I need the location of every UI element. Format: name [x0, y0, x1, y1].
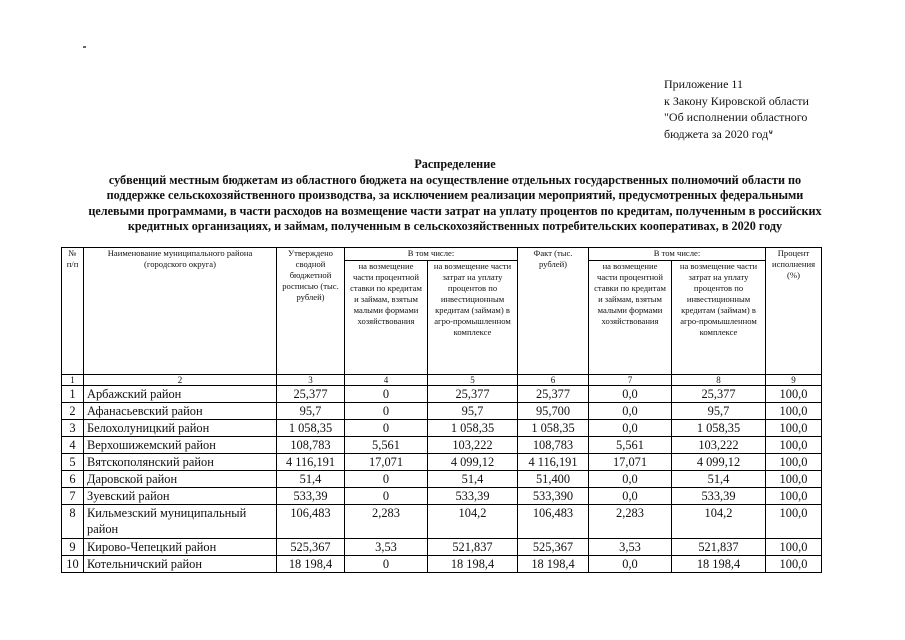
header-sub-small: на возмещение части процентной ставки по кредитам и займам, взятым малыми формами хозяйствования [345, 261, 428, 375]
table-row [62, 471, 822, 488]
column-number: 7 [589, 375, 672, 386]
approved-small-forms: 5,561 [345, 437, 428, 454]
table-row [62, 556, 822, 573]
fact-amount: 18 198,4 [518, 556, 589, 573]
approved-small-forms: 17,071 [345, 454, 428, 471]
fact-investment: 95,7 [672, 403, 766, 420]
column-number: 5 [428, 375, 518, 386]
approved-amount: 95,7 [277, 403, 345, 420]
district-name: Зуевский район [84, 488, 277, 505]
execution-percent: 100,0 [766, 386, 822, 403]
row-number: 9 [62, 539, 84, 556]
header-sub-small-fact: на возмещение части процентной ставки по кредитам и займам, взятым малыми формами хозяйствования [589, 261, 672, 375]
fact-amount: 533,390 [518, 488, 589, 505]
header-sub-invest: на возмещение части затрат на уплату процентов по инвестиционным кредитам (займам) в агро-промышленном комплексе [428, 261, 518, 375]
fact-amount: 108,783 [518, 437, 589, 454]
fact-amount: 95,700 [518, 403, 589, 420]
execution-percent: 100,0 [766, 556, 822, 573]
fact-investment: 521,837 [672, 539, 766, 556]
title-heading: Распределение [414, 157, 496, 171]
approved-amount: 533,39 [277, 488, 345, 505]
fact-small-forms: 0,0 [589, 471, 672, 488]
column-number: 6 [518, 375, 589, 386]
approved-amount: 18 198,4 [277, 556, 345, 573]
fact-investment: 1 058,35 [672, 420, 766, 437]
approved-investment: 95,7 [428, 403, 518, 420]
column-number: 2 [84, 375, 277, 386]
row-number: 6 [62, 471, 84, 488]
table-row [62, 488, 822, 505]
district-name: Кильмезский муниципальный район [84, 505, 277, 539]
district-name: Вятскополянский район [84, 454, 277, 471]
district-name: Верхошижемский район [84, 437, 277, 454]
execution-percent: 100,0 [766, 505, 822, 539]
approved-small-forms: 0 [345, 420, 428, 437]
fact-small-forms: 0,0 [589, 556, 672, 573]
column-number: 8 [672, 375, 766, 386]
approved-investment: 1 058,35 [428, 420, 518, 437]
fact-investment: 25,377 [672, 386, 766, 403]
district-name: Кирово-Чепецкий район [84, 539, 277, 556]
approved-amount: 106,483 [277, 505, 345, 539]
approved-investment: 104,2 [428, 505, 518, 539]
execution-percent: 100,0 [766, 471, 822, 488]
execution-percent: 100,0 [766, 420, 822, 437]
approved-investment: 103,222 [428, 437, 518, 454]
table-row [62, 403, 822, 420]
approved-investment: 51,4 [428, 471, 518, 488]
title-line: кредитных организациях, и займам, полученным в сельскохозяйственных потребительских кооперативах, в 2020 году [127, 219, 783, 233]
approved-amount: 4 116,191 [277, 454, 345, 471]
scan-speck [83, 46, 86, 48]
row-number: 2 [62, 403, 84, 420]
header-fact: Факт (тыс. рублей) [518, 248, 589, 375]
fact-investment: 103,222 [672, 437, 766, 454]
row-number: 3 [62, 420, 84, 437]
header-incl-fact: В том числе: [589, 248, 766, 261]
fact-amount: 1 058,35 [518, 420, 589, 437]
approved-small-forms: 0 [345, 556, 428, 573]
fact-investment: 104,2 [672, 505, 766, 539]
execution-percent: 100,0 [766, 454, 822, 471]
approved-small-forms: 0 [345, 403, 428, 420]
fact-small-forms: 0,0 [589, 386, 672, 403]
approved-amount: 108,783 [277, 437, 345, 454]
appendix-line: бюджета за 2020 год" [664, 126, 774, 141]
district-name: Котельничский район [84, 556, 277, 573]
approved-amount: 1 058,35 [277, 420, 345, 437]
title-line: субвенций местным бюджетам из областного бюджета на осуществление отдельных государственных полномочий области по [108, 172, 802, 187]
fact-small-forms: 5,561 [589, 437, 672, 454]
table-row [62, 420, 822, 437]
fact-amount: 51,400 [518, 471, 589, 488]
approved-small-forms: 0 [345, 488, 428, 505]
table-row [62, 505, 822, 539]
fact-small-forms: 0,0 [589, 488, 672, 505]
header-name: Наименование муниципального района (городского округа) [84, 248, 277, 375]
approved-amount: 525,367 [277, 539, 345, 556]
appendix-line: Приложение 11 [664, 77, 743, 91]
header-incl-approved: В том числе: [345, 248, 518, 261]
approved-investment: 25,377 [428, 386, 518, 403]
fact-investment: 4 099,12 [672, 454, 766, 471]
district-name: Даровской район [84, 471, 277, 488]
header-sub-invest-fact: на возмещение части затрат на уплату процентов по инвестиционным кредитам (займам) в агро-промышленном комплексе [672, 261, 766, 375]
row-number: 8 [62, 505, 84, 539]
appendix-line: к Закону Кировской области [664, 93, 809, 108]
fact-amount: 525,367 [518, 539, 589, 556]
district-name: Афанасьевский район [84, 403, 277, 420]
appendix-line: "Об исполнении областного [664, 110, 808, 124]
district-name: Белохолуницкий район [84, 420, 277, 437]
header-no: № п/п [62, 248, 84, 375]
header-approved: Утверждено сводной бюджетной росписью (тыс. рублей) [277, 248, 345, 375]
execution-percent: 100,0 [766, 539, 822, 556]
approved-small-forms: 0 [345, 386, 428, 403]
fact-investment: 51,4 [672, 471, 766, 488]
district-name: Арбажский район [84, 386, 277, 403]
table-body [62, 386, 822, 573]
column-number: 3 [277, 375, 345, 386]
approved-investment: 533,39 [428, 488, 518, 505]
fact-investment: 533,39 [672, 488, 766, 505]
row-number: 10 [62, 556, 84, 573]
fact-small-forms: 17,071 [589, 454, 672, 471]
row-number: 7 [62, 488, 84, 505]
column-number: 4 [345, 375, 428, 386]
fact-amount: 25,377 [518, 386, 589, 403]
fact-small-forms: 0,0 [589, 420, 672, 437]
execution-percent: 100,0 [766, 403, 822, 420]
approved-small-forms: 0 [345, 471, 428, 488]
column-number: 1 [62, 375, 84, 386]
fact-amount: 106,483 [518, 505, 589, 539]
header-percent: Процент исполнения (%) [766, 248, 822, 375]
fact-investment: 18 198,4 [672, 556, 766, 573]
table-row [62, 454, 822, 471]
column-number: 9 [766, 375, 822, 386]
table-row [62, 386, 822, 403]
approved-small-forms: 3,53 [345, 539, 428, 556]
execution-percent: 100,0 [766, 437, 822, 454]
distribution-table [61, 247, 822, 573]
approved-investment: 18 198,4 [428, 556, 518, 573]
fact-small-forms: 2,283 [589, 505, 672, 539]
approved-amount: 51,4 [277, 471, 345, 488]
fact-small-forms: 0,0 [589, 403, 672, 420]
fact-small-forms: 3,53 [589, 539, 672, 556]
row-number: 4 [62, 437, 84, 454]
execution-percent: 100,0 [766, 488, 822, 505]
table-row [62, 539, 822, 556]
fact-amount: 4 116,191 [518, 454, 589, 471]
approved-investment: 521,837 [428, 539, 518, 556]
appendix-note [664, 76, 809, 142]
table-row [62, 437, 822, 454]
column-number-row [62, 375, 822, 386]
title-line: поддержке сельскохозяйственного производства, за исключением реализации мероприятий, предусмотренных федеральными [106, 188, 804, 202]
approved-amount: 25,377 [277, 386, 345, 403]
approved-small-forms: 2,283 [345, 505, 428, 539]
title-line: целевыми программами, в части расходов на возмещение части затрат на уплату процентов по кредитам, полученным в российских [88, 203, 822, 218]
document-title [60, 157, 850, 235]
approved-investment: 4 099,12 [428, 454, 518, 471]
row-number: 5 [62, 454, 84, 471]
row-number: 1 [62, 386, 84, 403]
